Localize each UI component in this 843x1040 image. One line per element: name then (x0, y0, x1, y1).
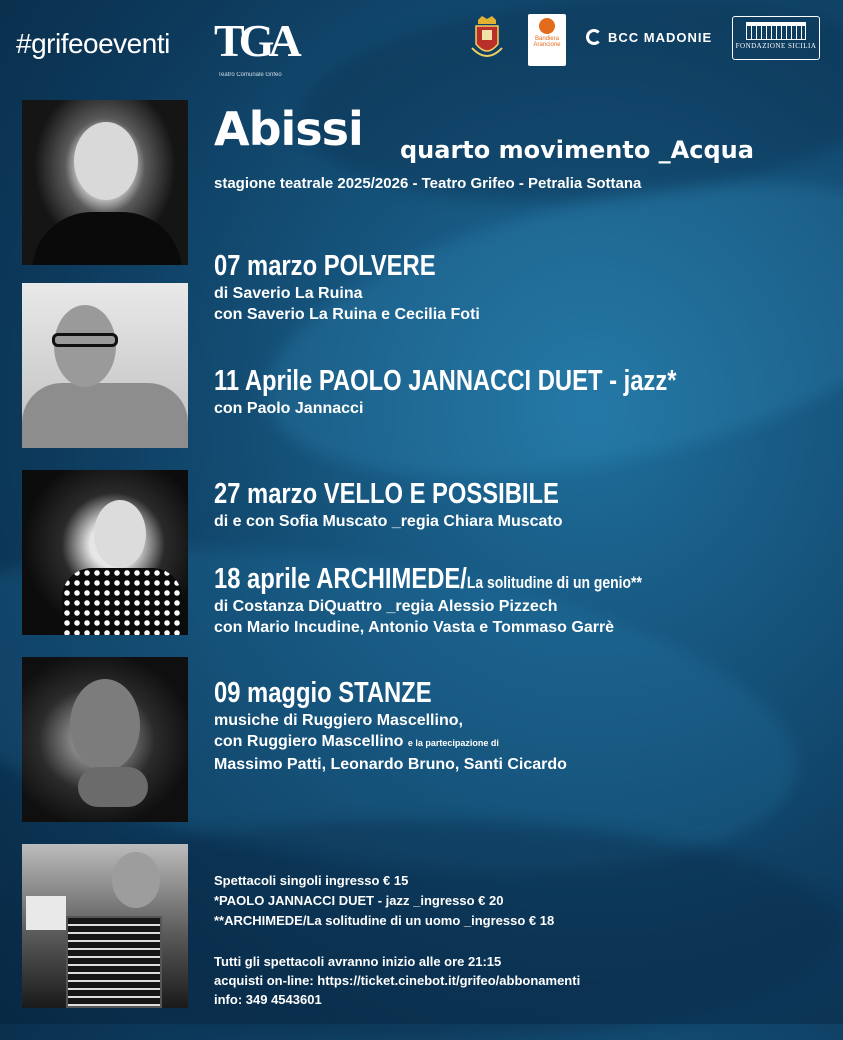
event-line: Massimo Patti, Leonardo Bruno, Santi Cicardo (214, 756, 567, 773)
show-subtitle: quarto movimento _Acqua (400, 136, 754, 164)
footer-block (214, 952, 580, 1009)
event-line: di Saverio La Ruina (214, 285, 363, 302)
photo-portrait-5 (22, 844, 188, 1008)
event-line: con Mario Incudine, Antonio Vasta e Tommaso Garrè (214, 619, 615, 636)
season-line: stagione teatrale 2025/2026 - Teatro Grifeo - Petralia Sottana (214, 175, 642, 192)
event-2 (214, 365, 778, 419)
tga-logo-sub: Teatro Comunale Grifeo (218, 72, 282, 78)
fondazione-sicilia-logo (732, 16, 820, 60)
event-heading-main: 18 aprile ARCHIMEDE/ (214, 563, 467, 595)
photo-portrait-1 (22, 100, 188, 265)
show-title: Abissi (214, 102, 363, 156)
building-icon (746, 22, 806, 40)
footer-line: Tutti gli spettacoli avranno inizio alle ore 21:15 (214, 954, 502, 969)
event-1 (214, 250, 484, 325)
event-line-tiny: e la partecipazione di (407, 738, 499, 748)
photo-portrait-3 (22, 470, 188, 635)
event-heading-small: La solitudine di un genio** (466, 573, 642, 592)
event-line: con Saverio La Ruina e Cecilia Foti (214, 306, 480, 323)
crest-icon (470, 14, 504, 66)
event-line: musiche di Ruggiero Mascellino, (214, 712, 463, 729)
event-line (214, 731, 567, 754)
bandiera-arancione-text: Bandiera Arancione (533, 36, 561, 48)
price-line: **ARCHIMEDE/La solitudine di un uomo _ingresso € 18 (214, 913, 555, 928)
tga-logo-text: TGA (214, 15, 296, 66)
footer-link[interactable]: acquisti on-line: https://ticket.cinebot.it/grifeo/abbonamenti (214, 973, 581, 988)
bcc-icon (586, 29, 602, 45)
event-5 (214, 677, 567, 775)
prices-block (214, 871, 554, 931)
price-line: *PAOLO JANNACCI DUET - jazz _ingresso € 20 (214, 893, 504, 908)
event-heading: 07 marzo POLVERE (214, 250, 436, 282)
event-heading: 09 maggio STANZE (214, 677, 432, 709)
event-heading: 27 marzo VELLO E POSSIBILE (214, 478, 559, 510)
footer-line: info: 349 4543601 (214, 992, 322, 1007)
bandiera-arancione-logo (528, 14, 566, 66)
event-heading (214, 563, 642, 596)
price-line: Spettacoli singoli ingresso € 15 (214, 873, 409, 888)
tga-logo (212, 14, 308, 78)
bcc-text: BCC MADONIE (608, 29, 713, 45)
event-line: con Paolo Jannacci (214, 400, 364, 417)
photo-portrait-2 (22, 283, 188, 448)
fondazione-text: FONDAZIONE SICILIA (735, 42, 817, 50)
event-line: di Costanza DiQuattro _regia Alessio Pizzech (214, 598, 558, 615)
photo-portrait-4 (22, 657, 188, 822)
bcc-logo (586, 29, 712, 45)
event-heading: 11 Aprile PAOLO JANNACCI DUET - jazz* (214, 365, 677, 397)
event-line: di e con Sofia Muscato _regia Chiara Muscato (214, 513, 563, 530)
event-3 (214, 478, 635, 532)
bandiera-arancione-icon (539, 18, 555, 34)
hashtag: #grifeoeventi (16, 28, 170, 59)
event-line-main: con Ruggiero Mascellino (214, 733, 404, 750)
event-4 (214, 563, 736, 638)
